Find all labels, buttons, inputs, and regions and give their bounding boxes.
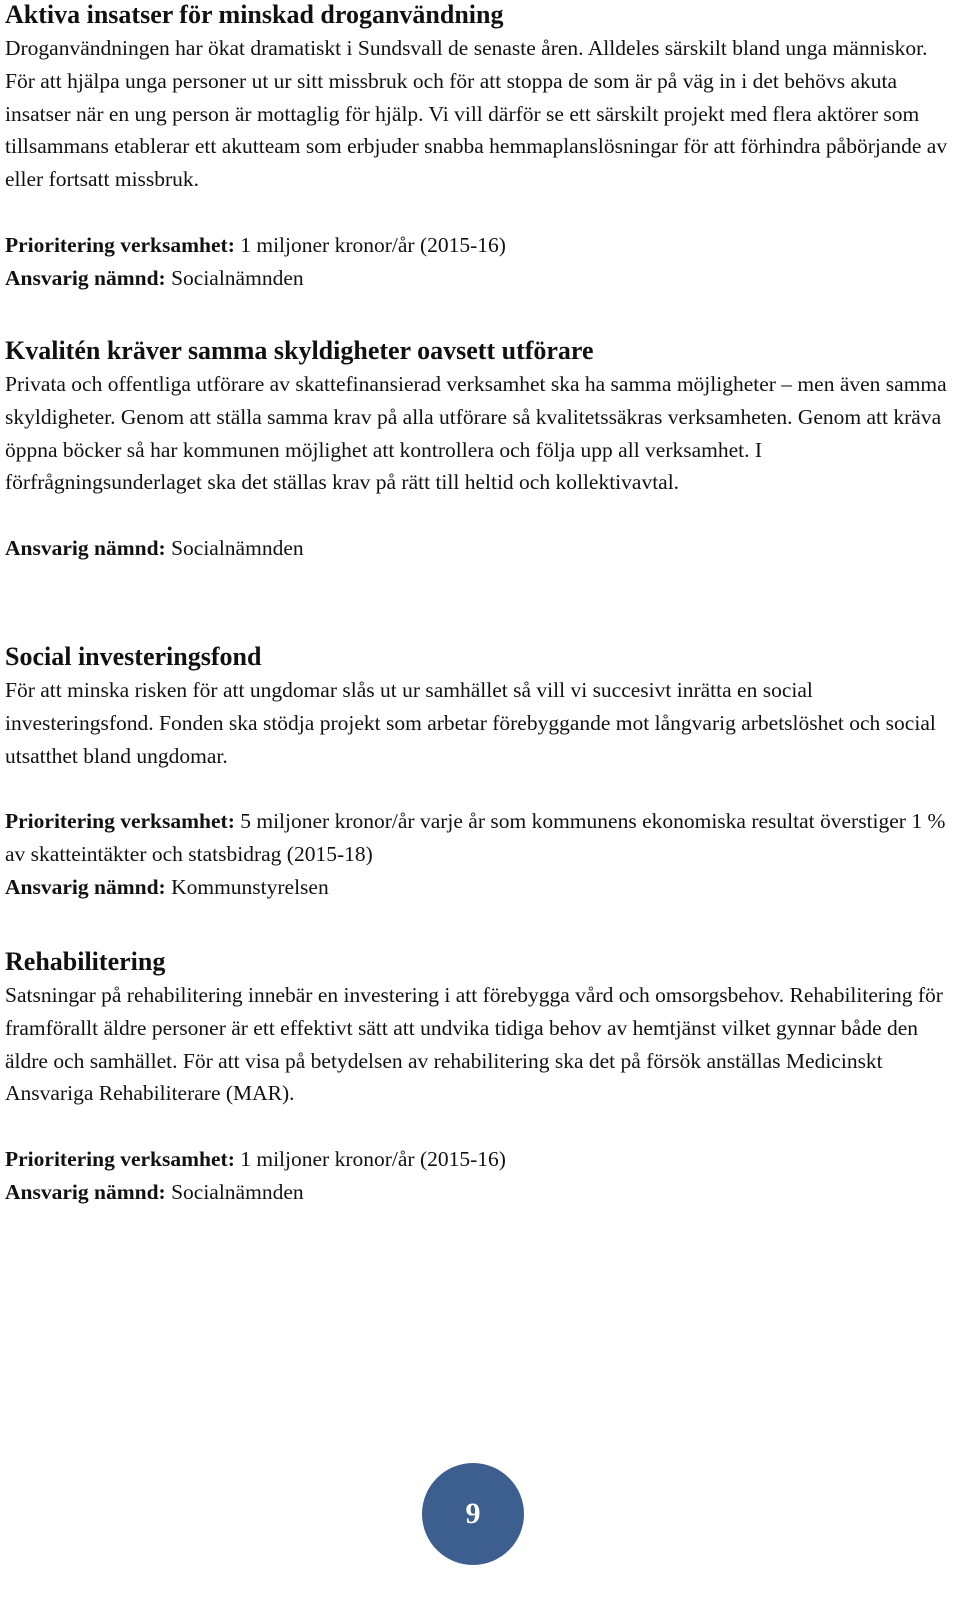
- section-heading: Rehabilitering: [5, 947, 166, 976]
- priority-value: 1 miljoner kronor/år (2015-16): [234, 1146, 506, 1171]
- priority-label: Prioritering verksamhet:: [5, 232, 235, 257]
- page-number-badge: 9: [422, 1463, 524, 1565]
- responsible-board-line: [5, 871, 955, 904]
- section-body: Satsningar på rehabilitering innebär en investering i att förebygga vård och omsorgsbehov. Rehabilitering för framförallt äldre personer är ett effektivt sätt att undvika tidiga behov av hemtjänst vilket gynnar både den äldre och samhället. För att visa på betydelsen av rehabilitering ska det på försök anställas Medicinskt Ansvariga Rehabiliterare (MAR).: [5, 983, 943, 1106]
- section-heading: Social investeringsfond: [5, 642, 262, 671]
- responsible-board-value: Socialnämnden: [165, 1179, 304, 1204]
- responsible-board-value: Kommunstyrelsen: [165, 874, 329, 899]
- responsible-board-label: Ansvarig nämnd:: [5, 1179, 166, 1204]
- section-heading: Kvalitén kräver samma skyldigheter oavsett utförare: [5, 336, 594, 365]
- priority-line: [5, 229, 955, 262]
- section-quality-obligations: [5, 336, 955, 565]
- priority-line: [5, 1143, 955, 1176]
- responsible-board-value: Socialnämnden: [165, 535, 304, 560]
- responsible-board-label: Ansvarig nämnd:: [5, 874, 166, 899]
- responsible-board-line: [5, 1176, 955, 1209]
- section-heading: Aktiva insatser för minskad droganvändning: [5, 0, 504, 29]
- priority-label: Prioritering verksamhet:: [5, 1146, 235, 1171]
- priority-line: [5, 805, 955, 871]
- section-social-investment-fund: [5, 642, 955, 904]
- responsible-board-label: Ansvarig nämnd:: [5, 265, 166, 290]
- priority-label: Prioritering verksamhet:: [5, 809, 235, 834]
- responsible-board-line: [5, 262, 955, 295]
- responsible-board-line: [5, 532, 955, 565]
- section-body: Droganvändningen har ökat dramatiskt i Sundsvall de senaste åren. Alldeles särskilt bland unga människor. För att hjälpa unga personer ut ur sitt missbruk och för att stoppa de som är på väg in i det behövs akuta insatser när en ung person är mottaglig för hjälp. Vi vill därför se ett särskilt projekt med flera aktörer som tillsammans etablerar ett akutteam som erbjuder snabba hemmaplanslösningar för att förhindra påbörjande av eller fortsatt missbruk.: [5, 36, 948, 192]
- responsible-board-label: Ansvarig nämnd:: [5, 535, 166, 560]
- priority-value: 1 miljoner kronor/år (2015-16): [234, 232, 506, 257]
- section-drug-use-measures: [5, 0, 955, 294]
- priority-value: 5 miljoner kronor/år varje år som kommunens ekonomiska resultat överstiger 1 % av skatteintäkter och statsbidrag (2015-18): [5, 809, 946, 866]
- section-body: För att minska risken för att ungdomar slås ut ur samhället så vill vi succesivt inrätta en social investeringsfond. Fonden ska stödja projekt som arbetar förebyggande mot långvarig arbetslöshet och social utsatthet bland ungdomar.: [5, 678, 936, 768]
- section-body: Privata och offentliga utförare av skattefinansierad verksamhet ska ha samma möjligheter – men även samma skyldigheter. Genom att ställa samma krav på alla utförare så kvalitetssäkras verksamheten. Genom att kräva öppna böcker så har kommunen möjlighet att kontrollera och följa upp all verksamhet. I förfrågningsunderlaget ska det ställas krav på rätt till heltid och kollektivavtal.: [5, 372, 947, 495]
- responsible-board-value: Socialnämnden: [165, 265, 304, 290]
- section-rehabilitation: [5, 947, 955, 1209]
